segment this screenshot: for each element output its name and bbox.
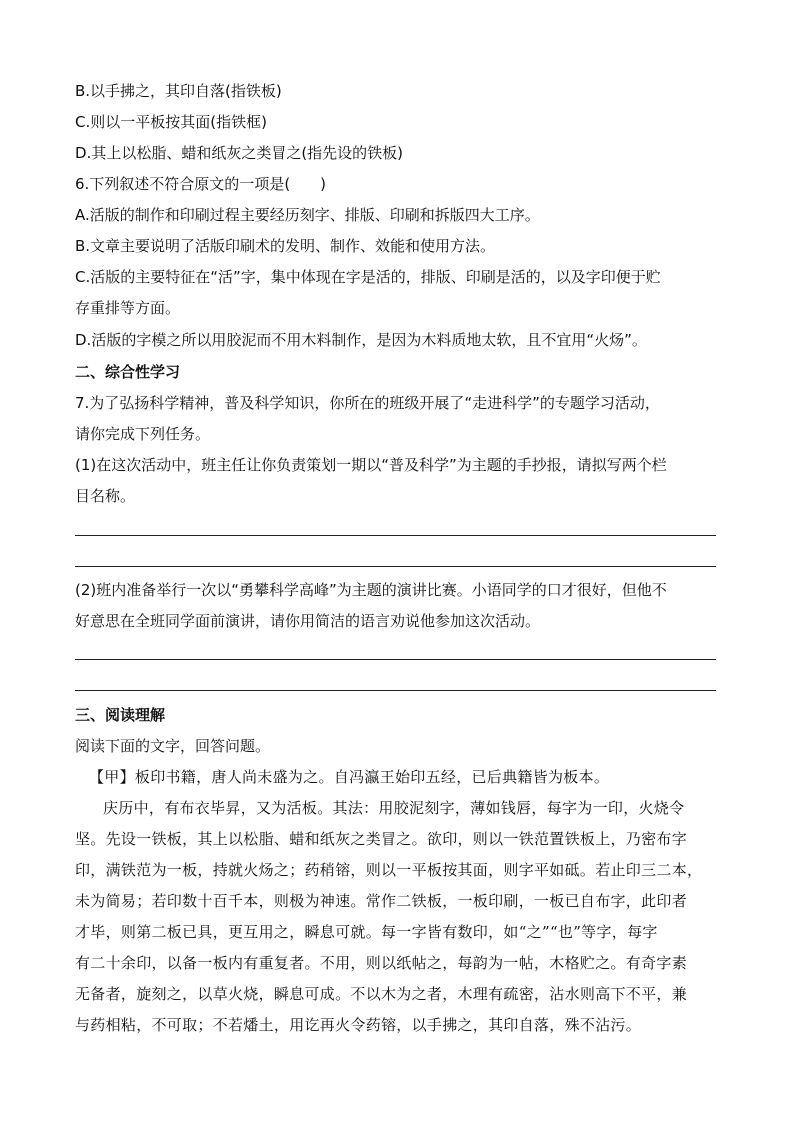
passage-line: 【甲】板印书籍，唐人尚未盛为之。自冯瀛王始印五经，已后典籍皆为板本。 (89, 768, 610, 786)
passage-line: 未为简易；若印数十百千本，则极为神速。常作二铁板，一板印刷，一板已自布字，此印者 (75, 892, 688, 910)
passage-line: 庆历中，有布衣毕昇，又为活板。其法：用胶泥刻字，薄如钱唇，每字为一印，火烧令 (103, 799, 685, 817)
passage-line: 印，满铁范为一板，持就火炀之；药稍镕，则以一平板按其面，则字平如砥。若止印三二本， (75, 861, 703, 879)
question-7-1-line2: 目名称。 (75, 487, 136, 505)
section-3-heading: 三、阅读理解 (75, 706, 166, 724)
passage-line: 有二十余印，以备一板内有重复者。不用，则以纸帖之，每韵为一帖，木格贮之。有奇字素 (75, 954, 688, 972)
passage-line: 无备者，旋刻之，以草火烧，瞬息可成。不以木为之者，木理有疏密，沾水则高下不平，兼 (75, 985, 688, 1003)
answer-line-1[interactable] (75, 535, 716, 536)
option-b: B.以手拂之，其印自落(指铁板) (75, 82, 282, 100)
answer-line-3[interactable] (75, 659, 716, 660)
answer-line-4[interactable] (75, 690, 716, 691)
question-6-option-c-line2: 存重排等方面。 (75, 299, 181, 317)
question-7-2-line2: 好意思在全班同学面前演讲，请你用简洁的语言劝说他参加这次活动。 (75, 612, 541, 630)
option-d: D.其上以松脂、蜡和纸灰之类冒之(指先设的铁板) (75, 144, 404, 162)
question-6-option-a: A.活版的制作和印刷过程主要经历刻字、排版、印刷和拆版四大工序。 (75, 206, 540, 224)
passage-line: 坚。先设一铁板，其上以松脂、蜡和纸灰之类冒之。欲印，则以一铁范置铁板上，乃密布字 (75, 830, 688, 848)
question-7-2-line1: (2)班内准备举行一次以“勇攀科学高峰”为主题的演讲比赛。小语同学的口才很好，但他不 (75, 581, 667, 599)
answer-line-2[interactable] (75, 566, 716, 567)
question-6-option-b: B.文章主要说明了活版印刷术的发明、制作、效能和使用方法。 (75, 237, 496, 255)
question-7-1-line1: (1)在这次活动中，班主任让你负责策划一期以“普及科学”为主题的手抄报，请拟写两个栏 (75, 456, 667, 474)
passage-line: 与药相粘，不可取；不若燔土，用讫再火令药镕，以手拂之，其印自落，殊不沾污。 (75, 1016, 642, 1034)
passage-line: 才毕，则第二板已具，更互用之，瞬息可就。每一字皆有数印，如“之”“也”等字，每字 (75, 923, 658, 941)
question-6-option-c-line1: C.活版的主要特征在“活”字，集中体现在字是活的，排版、印刷是活的，以及字印便于贮 (75, 268, 661, 286)
option-c: C.则以一平板按其面(指铁框) (75, 113, 267, 131)
section-2-heading: 二、综合性学习 (75, 363, 181, 381)
reading-instruction: 阅读下面的文字，回答问题。 (75, 737, 271, 755)
question-7-line2: 请你完成下列任务。 (75, 425, 211, 443)
question-7-line1: 7.为了弘扬科学精神，普及科学知识，你所在的班级开展了“走进科学”的专题学习活动， (75, 394, 660, 412)
question-6-option-d: D.活版的字模之所以用胶泥而不用木料制作，是因为木料质地太软，且不宜用“火炀”。 (75, 331, 647, 349)
question-6-stem: 6.下列叙述不符合原文的一项是( ) (75, 175, 327, 193)
